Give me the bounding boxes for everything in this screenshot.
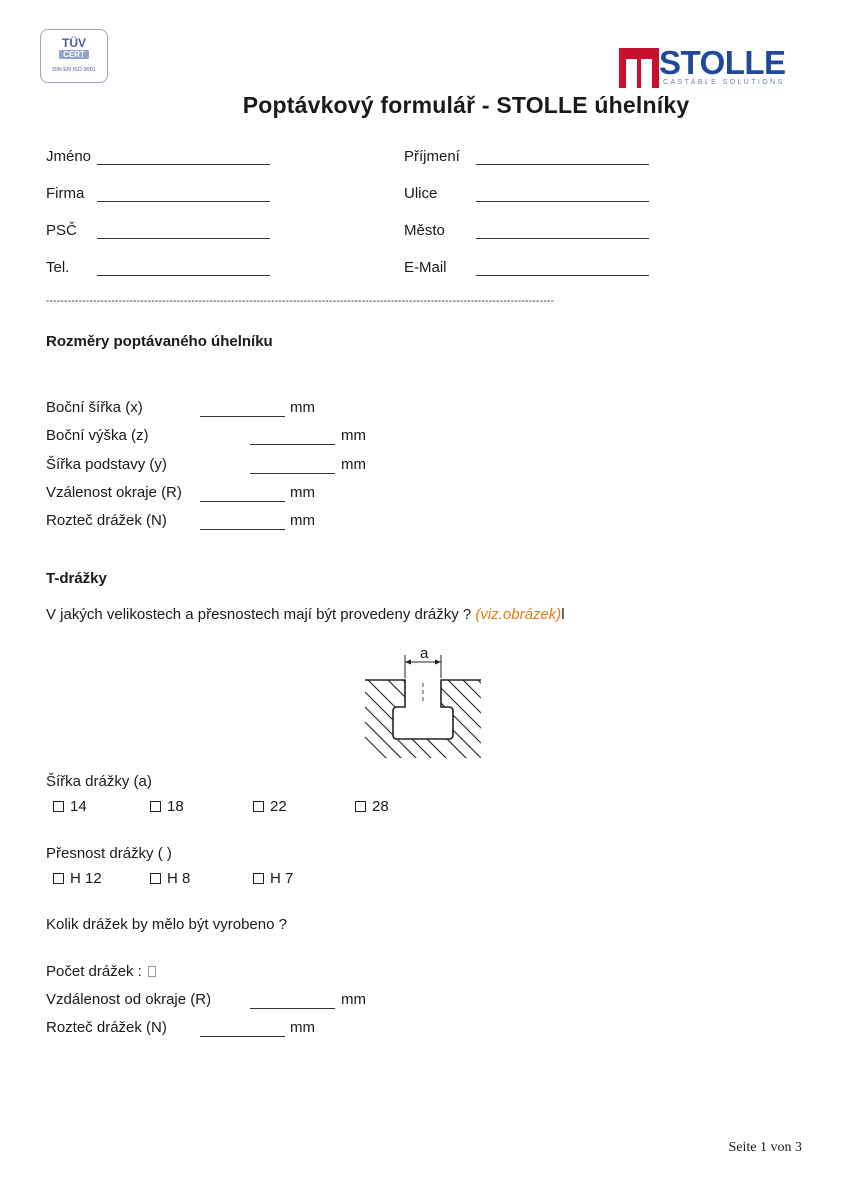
width-option-22[interactable]: [253, 798, 287, 815]
precision-option-label: H 12: [70, 870, 102, 887]
cert-text: CERT: [59, 50, 89, 59]
precision-option-label: H 7: [270, 870, 294, 887]
slot-count-text: Počet drážek :: [46, 963, 142, 980]
dimensions-heading: Rozměry poptávaného úhelníku: [46, 333, 273, 350]
slot-pitch-unit-2: mm: [290, 1019, 315, 1036]
contact-label-street: Ulice: [404, 185, 438, 202]
checkbox-icon[interactable]: [355, 801, 366, 812]
slot-count-question: Kolik drážek by mělo být vyrobeno ?: [46, 916, 287, 933]
dashed-divider: --------------------------------------------------------------------------------------------------------------------------------------------: [46, 296, 555, 307]
phone-input-line[interactable]: [97, 274, 270, 276]
width-option-label: 28: [372, 798, 389, 815]
t-slot-diagram: [363, 645, 483, 760]
contact-label-city: Město: [404, 222, 445, 239]
name-input-line[interactable]: [97, 163, 270, 165]
stolle-logo: [619, 44, 799, 89]
checkbox-icon[interactable]: [253, 801, 264, 812]
tslots-question: [46, 606, 565, 623]
tslots-question-text: V jakých velikostech a přesnostech mají být provedeny drážky ?: [46, 606, 472, 623]
dim-unit-base-width: mm: [341, 456, 366, 473]
contact-label-company: Firma: [46, 185, 85, 202]
precision-option-h8[interactable]: [150, 870, 190, 887]
width-option-label: 22: [270, 798, 287, 815]
checkbox-icon[interactable]: [150, 873, 161, 884]
edge-distance-label-2: Vzdálenost od okraje (R): [46, 991, 212, 1008]
checkbox-icon[interactable]: [53, 873, 64, 884]
dim-unit-side-height: mm: [341, 427, 366, 444]
dim-unit-side-width: mm: [290, 399, 315, 416]
checkbox-icon[interactable]: [53, 801, 64, 812]
iso-norm-text: DIN EN ISO 9001: [52, 67, 96, 73]
stolle-mark-icon: [619, 48, 659, 88]
contact-label-email: E-Mail: [404, 259, 447, 276]
width-option-label: 18: [167, 798, 184, 815]
dim-label-edge-distance: Vzálenost okraje (R): [46, 484, 182, 501]
dim-unit-slot-pitch: mm: [290, 512, 315, 529]
checkbox-icon[interactable]: [253, 873, 264, 884]
email-input-line[interactable]: [476, 274, 649, 276]
width-option-label: 14: [70, 798, 87, 815]
checkbox-icon[interactable]: [150, 801, 161, 812]
edge-distance-input-line[interactable]: [200, 500, 285, 502]
tuv-text: TÜV: [62, 36, 86, 50]
width-option-28[interactable]: [355, 798, 389, 815]
contact-label-surname: Příjmení: [404, 148, 460, 165]
stolle-tagline: CASTABLE SOLUTIONS: [663, 79, 785, 86]
contact-label-name: Jméno: [46, 148, 92, 165]
edge-distance-unit-2: mm: [341, 991, 366, 1008]
page-number: Seite 1 von 3: [728, 1140, 802, 1155]
side-height-input-line[interactable]: [250, 443, 335, 445]
dim-label-side-height: Boční výška (z): [46, 427, 149, 444]
slot-width-label: Šířka drážky (a): [46, 773, 152, 790]
contact-label-zip: PSČ: [46, 222, 77, 239]
side-width-input-line[interactable]: [200, 415, 285, 417]
precision-option-h12[interactable]: [53, 870, 102, 887]
slot-pitch-input-line[interactable]: [200, 528, 285, 530]
dim-unit-edge-distance: mm: [290, 484, 315, 501]
page-title: Poptávkový formulář - STOLLE úhelníky: [242, 92, 690, 118]
question-tail: l: [561, 606, 565, 623]
zip-input-line[interactable]: [97, 237, 270, 239]
base-width-input-line[interactable]: [250, 472, 335, 474]
surname-input-line[interactable]: [476, 163, 649, 165]
width-option-18[interactable]: [150, 798, 184, 815]
dim-label-slot-pitch: Rozteč drážek (N): [46, 512, 167, 529]
dim-label-side-width: Boční šířka (x): [46, 399, 143, 416]
contact-label-phone: Tel.: [46, 259, 70, 276]
precision-option-label: H 8: [167, 870, 191, 887]
street-input-line[interactable]: [476, 200, 649, 202]
city-input-line[interactable]: [476, 237, 649, 239]
width-option-14[interactable]: [53, 798, 87, 815]
tuv-cert-logo: [40, 29, 108, 83]
slot-pitch-label-2: Rozteč drážek (N): [46, 1019, 167, 1036]
missing-glyph-icon: [148, 966, 156, 977]
tslots-heading: T-drážky: [46, 570, 107, 587]
precision-option-h7[interactable]: [253, 870, 293, 887]
dim-label-base-width: Šířka podstavy (y): [46, 456, 167, 473]
slot-pitch-input-line-2[interactable]: [200, 1035, 285, 1037]
slot-count-label: [46, 963, 156, 980]
stolle-wordmark: STOLLE: [659, 44, 786, 81]
edge-distance-input-line-2[interactable]: [250, 1007, 335, 1009]
precision-label: Přesnost drážky ( ): [46, 845, 172, 862]
diagram-label-a: a: [420, 645, 429, 662]
see-image-link[interactable]: (viz.obrázek): [475, 606, 562, 623]
company-input-line[interactable]: [97, 200, 270, 202]
